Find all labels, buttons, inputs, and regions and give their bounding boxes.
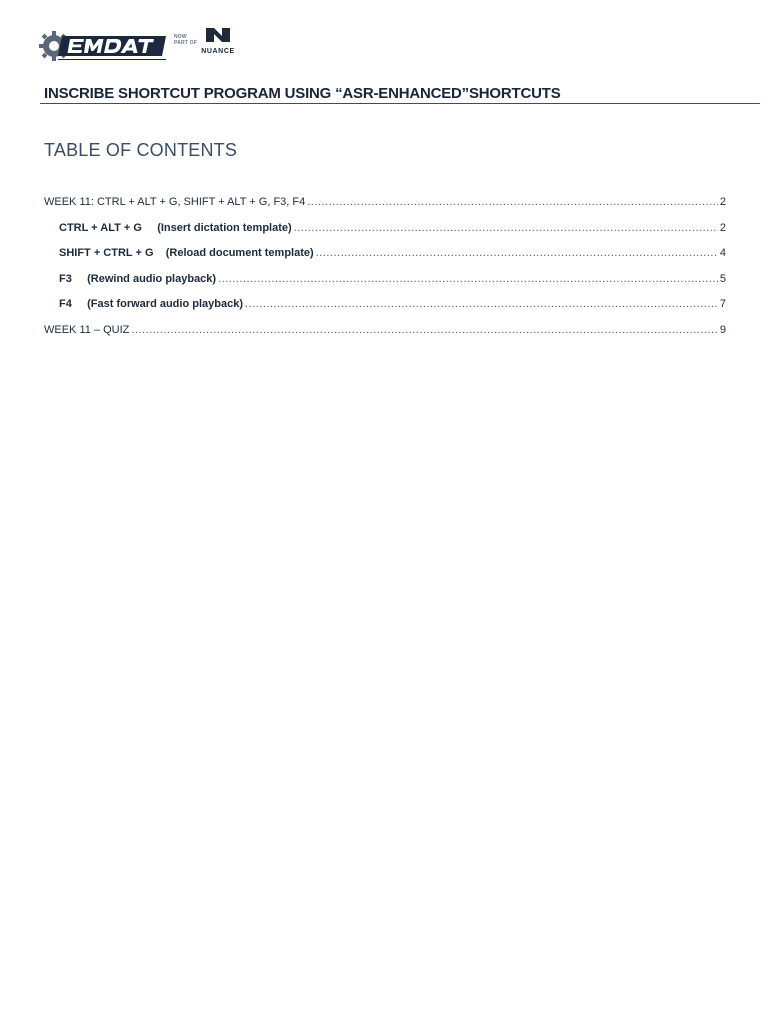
nuance-logo [198, 28, 238, 55]
toc-title: TABLE OF CONTENTS [44, 140, 238, 160]
toc-entry-page: 9 [719, 323, 726, 336]
toc-dot-leader [245, 298, 718, 310]
toc-entry-week-11[interactable] [44, 196, 726, 222]
toc-entry-text: F3 (Rewind audio playback) [59, 272, 217, 285]
table-of-contents [44, 196, 726, 349]
header-logo-area [38, 26, 238, 66]
toc-dot-leader [294, 222, 718, 234]
toc-entry-shift-ctrl-g[interactable] [44, 247, 726, 273]
toc-entry-text: WEEK 11 – QUIZ [44, 323, 130, 336]
now-part-of-text: NOW PART OF [174, 34, 197, 46]
toc-dot-leader [131, 324, 718, 336]
toc-entry-ctrl-alt-g[interactable] [44, 222, 726, 248]
toc-entry-page: 4 [719, 247, 726, 259]
toc-entry-f3[interactable] [44, 273, 726, 299]
now-part-of-label [174, 34, 197, 46]
toc-entry-page: 5 [719, 272, 726, 285]
toc-entry-page: 2 [719, 196, 726, 208]
toc-entry-text: CTRL + ALT + G (Insert dictation template) [59, 221, 292, 234]
emdat-logo-icon [38, 26, 173, 66]
emdat-logo [38, 26, 173, 71]
toc-entry-week-11-quiz[interactable] [44, 324, 726, 350]
toc-entry-page: 7 [719, 298, 726, 310]
document-heading: INSCRIBE SHORTCUT PROGRAM USING “ASR-ENHANCED”SHORTCUTS [44, 85, 561, 102]
heading-rule [40, 103, 760, 104]
toc-entry-text: WEEK 11: CTRL + ALT + G, SHIFT + ALT + G, F3, F4 [44, 196, 306, 208]
toc-dot-leader [218, 273, 718, 285]
nuance-wordmark: NUANCE [201, 48, 235, 55]
toc-entry-page: 2 [719, 221, 726, 234]
toc-dot-leader [307, 196, 718, 208]
nuance-logo-icon [206, 28, 230, 42]
toc-entry-text: SHIFT + CTRL + G (Reload document template) [59, 247, 314, 259]
toc-dot-leader [316, 247, 718, 259]
toc-entry-f4[interactable] [44, 298, 726, 324]
toc-entry-text: F4 (Fast forward audio playback) [59, 298, 243, 310]
